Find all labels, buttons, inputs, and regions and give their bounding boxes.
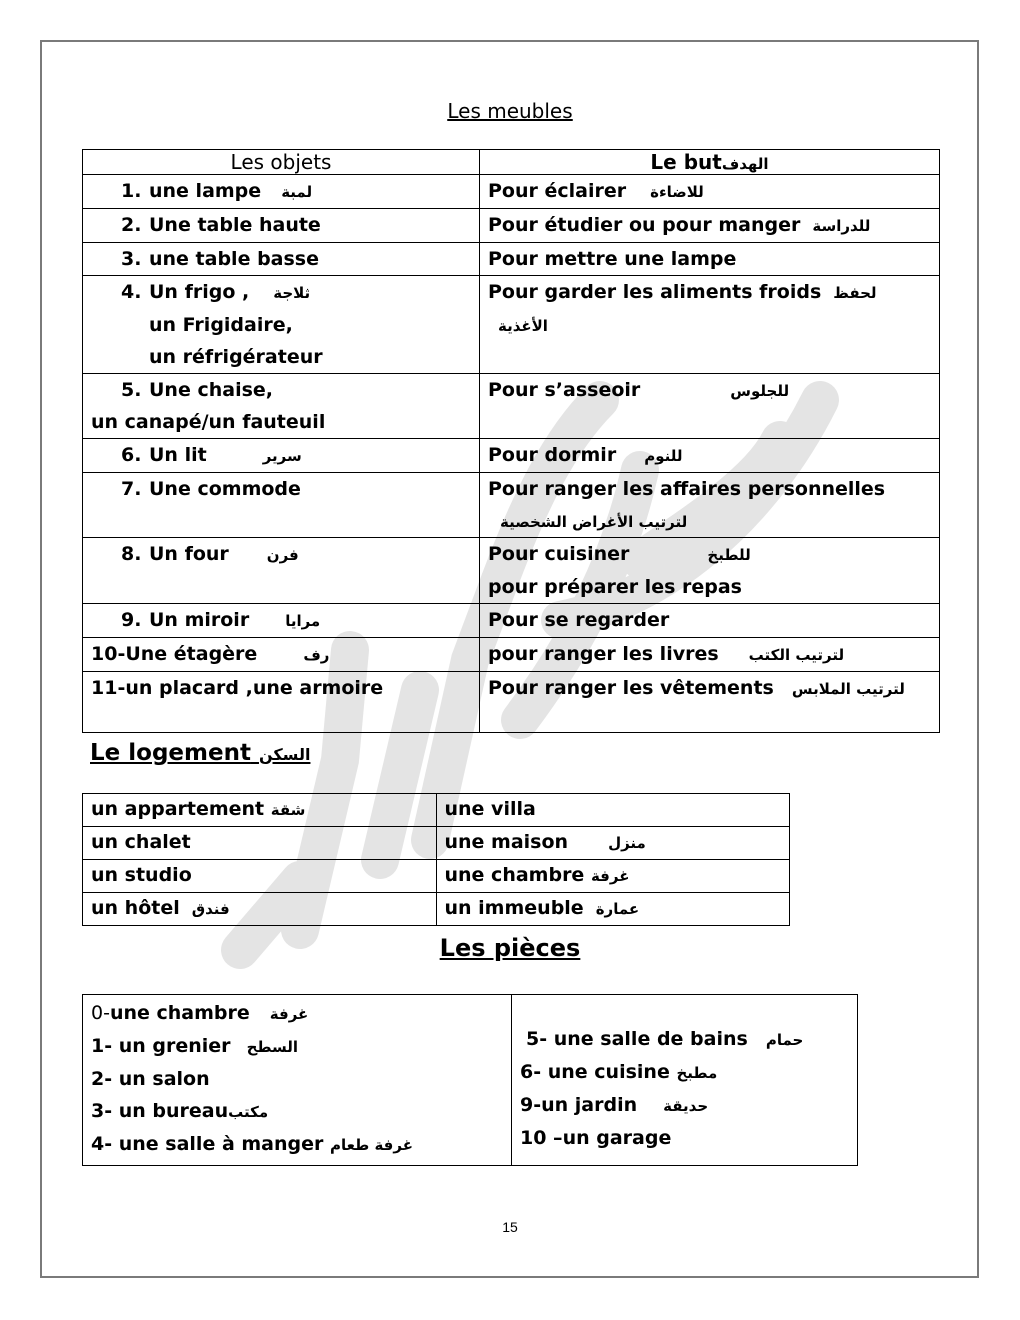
housing-table bbox=[82, 793, 790, 926]
list-item: 1- un grenier السطح bbox=[91, 1035, 299, 1057]
list-item: 0-une chambre غرفة bbox=[91, 1002, 309, 1024]
table-header-row bbox=[83, 150, 940, 175]
rooms-left-cell bbox=[83, 995, 512, 1166]
pieces-heading: Les pièces bbox=[439, 934, 581, 962]
but-cell: pour ranger les livres لترتيب الكتب bbox=[480, 638, 940, 672]
list-item: 9-un jardin حديقة bbox=[520, 1094, 709, 1116]
table-row bbox=[83, 374, 940, 439]
list-item: 4- une salle à manger غرفة طعام bbox=[91, 1133, 413, 1155]
housing-cell: un chalet bbox=[83, 827, 437, 860]
housing-cell: un immeuble عمارة bbox=[436, 893, 790, 926]
housing-cell: une maison منزل bbox=[436, 827, 790, 860]
table-row bbox=[83, 209, 940, 243]
list-item: 5- une salle de bains حمام bbox=[526, 1028, 804, 1050]
objet-cell: 11-un placard ,une armoire bbox=[83, 672, 480, 733]
list-item: 2- un salon bbox=[91, 1068, 210, 1090]
table-row bbox=[83, 995, 858, 1166]
page-title: Les meubles bbox=[447, 99, 573, 123]
but-cell: Pour éclairer للاضاءة bbox=[480, 175, 940, 209]
table-row bbox=[83, 243, 940, 276]
table-row bbox=[83, 893, 790, 926]
objet-cell: 9. Un miroir مرايا bbox=[83, 604, 480, 638]
objet-cell: 2. Une table haute bbox=[83, 209, 480, 243]
but-cell: Pour mettre une lampe bbox=[480, 243, 940, 276]
table-row bbox=[83, 276, 940, 374]
but-cell: Pour se regarder bbox=[480, 604, 940, 638]
table-row bbox=[83, 860, 790, 893]
furniture-table bbox=[82, 149, 940, 733]
table-row bbox=[83, 439, 940, 473]
table-row bbox=[83, 604, 940, 638]
page-number: 15 bbox=[502, 1219, 518, 1235]
objet-cell: 5. Une chaise, un canapé/un fauteuil bbox=[83, 374, 480, 439]
table-row bbox=[83, 175, 940, 209]
rooms-right-cell bbox=[512, 995, 858, 1166]
objet-cell: 7. Une commode bbox=[83, 473, 480, 538]
rooms-table bbox=[82, 994, 858, 1166]
housing-cell: un studio bbox=[83, 860, 437, 893]
but-cell: Pour garder les aliments froids لحفظ الأغذية bbox=[480, 276, 940, 374]
but-cell: Pour s’asseoir للجلوس bbox=[480, 374, 940, 439]
objet-cell: 3. une table basse bbox=[83, 243, 480, 276]
objet-cell: 1. une lampe لمبة bbox=[83, 175, 480, 209]
table-row bbox=[83, 827, 790, 860]
table-row bbox=[83, 672, 940, 733]
table-row bbox=[83, 538, 940, 604]
but-cell: Pour ranger les vêtements لترتيب الملابس bbox=[480, 672, 940, 733]
but-cell: Pour dormir للنوم bbox=[480, 439, 940, 473]
table-row bbox=[83, 473, 940, 538]
housing-cell: un hôtel فندق bbox=[83, 893, 437, 926]
list-item: 6- une cuisine مطبخ bbox=[520, 1061, 718, 1083]
objet-cell: 6. Un lit سرير bbox=[83, 439, 480, 473]
objet-cell: 4. Un frigo , ثلاجة un Frigidaire, un réfrigérateur bbox=[83, 276, 480, 374]
header-objets: Les objets bbox=[83, 150, 480, 175]
objet-cell: 8. Un four فرن bbox=[83, 538, 480, 604]
logement-heading: Le logement السكن bbox=[90, 740, 311, 766]
table-row bbox=[83, 638, 940, 672]
header-but: Le butالهدف bbox=[480, 150, 940, 175]
list-item: 10 –un garage bbox=[520, 1127, 672, 1149]
objet-cell: 10-Une étagère رف bbox=[83, 638, 480, 672]
but-cell: Pour ranger les affaires personnelles لترتيب الأغراض الشخصية bbox=[480, 473, 940, 538]
but-cell: Pour étudier ou pour manger للدراسة bbox=[480, 209, 940, 243]
but-cell: Pour cuisiner للطبخ pour préparer les repas bbox=[480, 538, 940, 604]
housing-cell: une chambre غرفة bbox=[436, 860, 790, 893]
housing-cell: une villa bbox=[436, 794, 790, 827]
list-item: 3- un bureauمكتب bbox=[91, 1100, 269, 1122]
table-row bbox=[83, 794, 790, 827]
housing-cell: un appartement شقة bbox=[83, 794, 437, 827]
